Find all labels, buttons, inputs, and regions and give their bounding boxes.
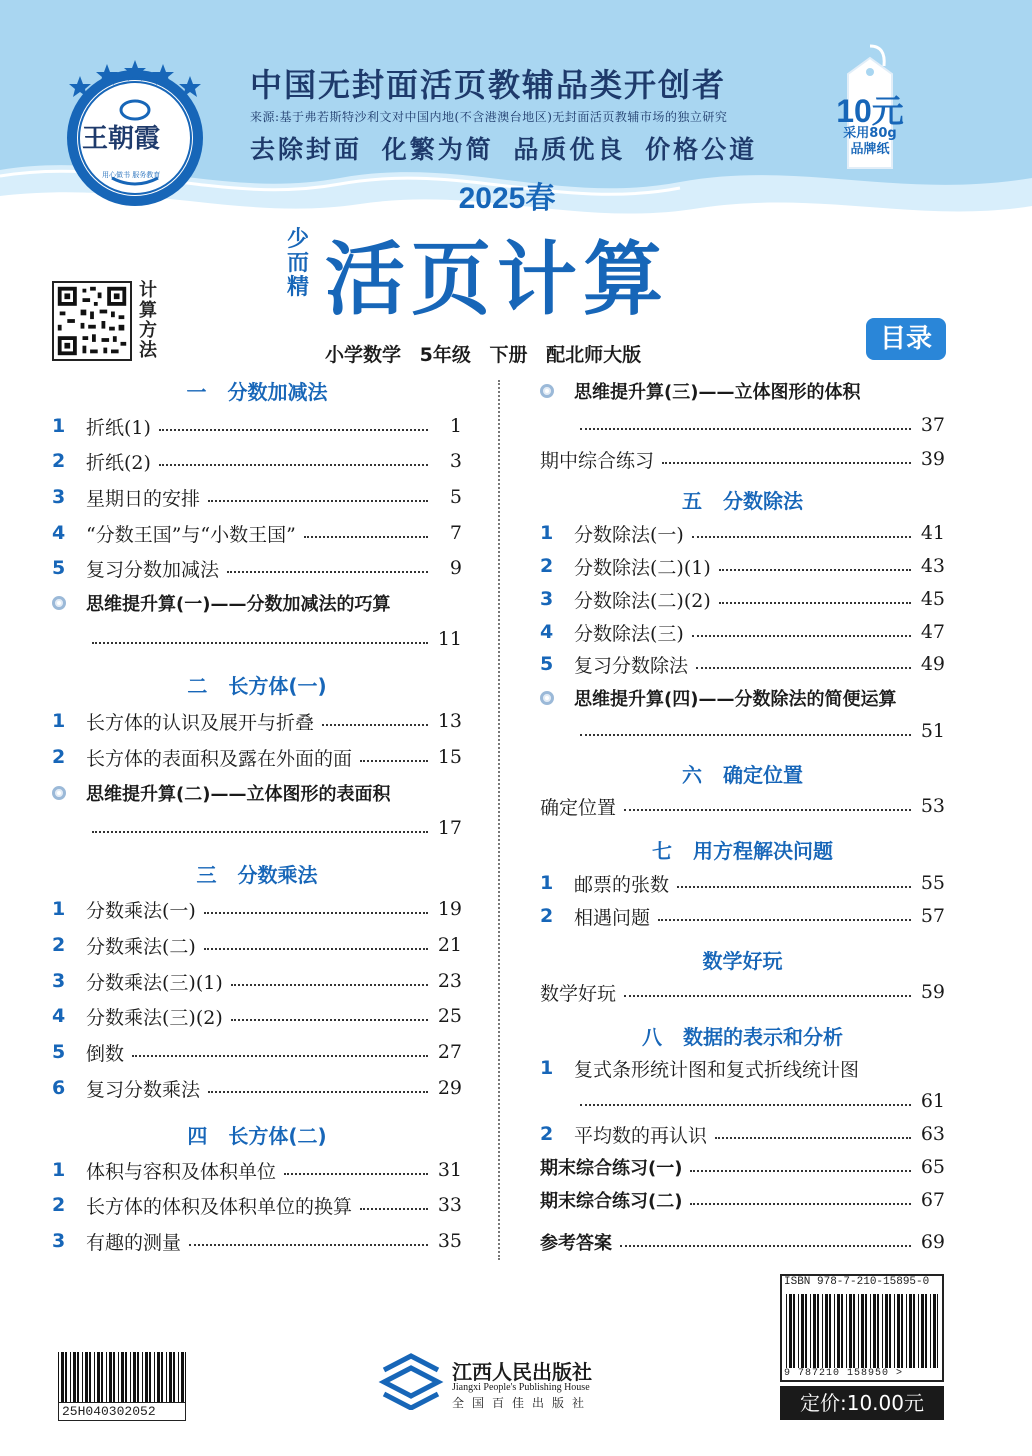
dot-leader (696, 667, 911, 669)
toc-entry-number: 1 (52, 415, 66, 437)
toc-entry-number: 3 (52, 486, 66, 508)
book-info: 小学数学 5年级 下册 配北师大版 (325, 344, 642, 366)
toc-page-number: 25 (437, 1005, 462, 1027)
toc-page-number: 19 (437, 898, 462, 920)
toc-entry-title: 复习分数乘法 (86, 1078, 201, 1101)
toc-entry-number: 4 (52, 1005, 66, 1027)
toc-entry[interactable] (540, 1152, 945, 1182)
toc-entry-title: 期末综合练习(一) (540, 1158, 683, 1179)
toc-page-number: 7 (449, 522, 462, 544)
toc-entry[interactable] (52, 1001, 462, 1031)
toc-page-number: 5 (449, 486, 462, 508)
toc-entry-title: “分数王国”与“小数王国” (86, 523, 296, 546)
toc-entry-title: 思维提升算(四)——分数除法的简便运算 (574, 689, 897, 710)
toc-page-number: 55 (920, 872, 945, 894)
toc-entry[interactable] (52, 553, 462, 583)
toc-entry-title: 确定位置 (540, 796, 617, 819)
dot-leader (580, 1104, 911, 1106)
toc-entry-title: 有趣的测量 (86, 1231, 182, 1254)
isbn-barcode (786, 1294, 938, 1368)
toc-entry-number: 2 (52, 450, 66, 472)
toc-page-number: 67 (920, 1189, 945, 1211)
toc-entry-title: 分数乘法(二) (86, 935, 196, 958)
toc-entry-title: 期中综合练习 (540, 449, 655, 472)
toc-entry[interactable] (52, 742, 462, 772)
toc-entry-title: 长方体的表面积及露在外面的面 (86, 747, 353, 770)
toc-page-number: 13 (437, 710, 462, 732)
toc-section-heading: 数学好玩 (702, 948, 783, 973)
header-slogan: 中国无封面活页教辅品类开创者 (250, 66, 727, 104)
dot-leader (719, 602, 911, 604)
toc-entry[interactable] (540, 376, 945, 406)
toc-page-number: 61 (920, 1090, 945, 1112)
toc-entry[interactable] (540, 551, 945, 581)
toc-page-number: 33 (437, 1194, 462, 1216)
season-label: 2025春 (458, 182, 556, 215)
price-tag-amount: 10元 (836, 93, 904, 129)
toc-entry[interactable] (540, 868, 945, 898)
toc-entry-number: 3 (52, 1230, 66, 1252)
toc-page-number: 23 (437, 970, 462, 992)
toc-entry[interactable] (52, 966, 462, 996)
toc-entry[interactable] (52, 1190, 462, 1220)
qr-label-char: 计 (139, 280, 157, 301)
dot-leader (204, 912, 428, 914)
dot-leader (92, 642, 428, 644)
dot-leader (159, 429, 428, 431)
toc-entry[interactable] (52, 706, 462, 736)
toc-page-number: 39 (920, 448, 945, 470)
toc-entry-title: 长方体的认识及展开与折叠 (86, 711, 315, 734)
dot-leader (208, 500, 428, 502)
toc-entry-title: 星期日的安排 (86, 487, 201, 510)
price-tag-paper (828, 126, 912, 158)
dot-leader (132, 1055, 428, 1057)
toc-entry[interactable] (52, 446, 462, 476)
toc-entry-title: 分数除法(二)(2) (574, 589, 711, 612)
toc-entry[interactable] (52, 813, 462, 843)
toc-entry[interactable] (540, 683, 945, 713)
dot-leader (580, 734, 911, 736)
toc-section-heading: 一 分数加减法 (186, 379, 328, 404)
dot-leader (208, 1091, 428, 1093)
toc-entry[interactable] (540, 1053, 945, 1083)
qr-code[interactable] (52, 281, 132, 361)
toc-entry-number: 2 (540, 905, 554, 927)
toc-entry[interactable] (52, 1226, 462, 1256)
toc-section-heading: 四 长方体(二) (187, 1123, 327, 1148)
header-motto: 去除封面 化繁为简 品质优良 价格公道 (250, 135, 758, 164)
dot-leader (189, 1244, 428, 1246)
toc-entry-number: 2 (52, 746, 66, 768)
dot-leader (715, 1137, 911, 1139)
dot-leader (322, 724, 428, 726)
toc-entry-number: 1 (52, 710, 66, 732)
toc-entry[interactable] (52, 894, 462, 924)
toc-entry-number: 5 (52, 557, 66, 579)
dot-leader (624, 995, 911, 997)
dot-leader (231, 984, 428, 986)
toc-entry[interactable] (540, 1086, 945, 1116)
toc-page-number: 59 (920, 981, 945, 1003)
toc-entry-title: 思维提升算(一)——分数加减法的巧算 (86, 594, 391, 615)
toc-entry-number: 4 (52, 522, 66, 544)
publisher-english-name: Jiangxi People's Publishing House (452, 1382, 590, 1393)
price-tag-paper-line1: 采用80g (843, 126, 897, 141)
toc-section-heading: 三 分数乘法 (196, 862, 318, 887)
toc-page-number: 11 (437, 628, 462, 650)
toc-page-number: 35 (437, 1230, 462, 1252)
toc-entry-title: 折纸(1) (86, 416, 151, 439)
toc-entry[interactable] (540, 1185, 945, 1215)
toc-section-heading: 八 数据的表示和分析 (642, 1024, 843, 1049)
toc-page-number: 17 (437, 817, 462, 839)
dot-leader (204, 948, 428, 950)
toc-entry[interactable] (540, 649, 945, 679)
dot-leader (662, 462, 911, 464)
toc-page-number: 9 (449, 557, 462, 579)
toc-entry-title: 数学好玩 (540, 982, 617, 1005)
toc-entry-number: 2 (540, 555, 554, 577)
price-label: 定价:10.00元 (780, 1386, 944, 1420)
toc-entry-number: 5 (540, 653, 554, 675)
dot-leader (620, 1245, 911, 1247)
dot-leader (677, 886, 911, 888)
toc-entry-number: 1 (540, 522, 554, 544)
dot-leader (360, 760, 428, 762)
toc-entry-number: 3 (540, 588, 554, 610)
title-prefix-char: 精 (286, 275, 309, 300)
title-prefix (280, 228, 316, 300)
qr-label-char: 法 (139, 340, 157, 361)
toc-entry[interactable] (540, 617, 945, 647)
toc-page-number: 43 (920, 555, 945, 577)
toc-entry[interactable] (540, 410, 945, 440)
brand-name: 王朝霞 (82, 124, 161, 154)
header-banner (0, 0, 1032, 240)
toc-entry[interactable] (540, 1119, 945, 1149)
toc-page-number: 69 (920, 1231, 945, 1253)
toc-entry[interactable] (52, 518, 462, 548)
dot-leader (719, 569, 911, 571)
qr-label-char: 算 (139, 300, 157, 321)
dot-leader (692, 536, 911, 538)
toc-page-number: 63 (920, 1123, 945, 1145)
toc-entry-title: 思维提升算(三)——立体图形的体积 (574, 382, 861, 403)
toc-entry-number: 1 (540, 1057, 554, 1079)
circle-bullet-icon (540, 691, 574, 705)
toc-entry-title: 分数乘法(三)(2) (86, 1006, 223, 1029)
toc-entry-number: 2 (52, 1194, 66, 1216)
toc-page-number: 57 (920, 905, 945, 927)
dot-leader (360, 1208, 428, 1210)
toc-entry-title: 体积与容积及体积单位 (86, 1160, 277, 1183)
toc-entry-title: 长方体的体积及体积单位的换算 (86, 1195, 353, 1218)
toc-entry-title: 分数乘法(三)(1) (86, 971, 223, 994)
qr-label (136, 281, 160, 361)
toc-entry[interactable] (540, 444, 945, 474)
toc-page-number: 47 (920, 621, 945, 643)
toc-entry[interactable] (540, 791, 945, 821)
toc-entry-number: 2 (52, 934, 66, 956)
toc-entry[interactable] (52, 930, 462, 960)
toc-entry-number: 6 (52, 1077, 66, 1099)
dot-leader (690, 1170, 911, 1172)
toc-entry[interactable] (540, 1227, 945, 1257)
toc-page-number: 41 (920, 522, 945, 544)
toc-entry[interactable] (540, 584, 945, 614)
title-prefix-char: 而 (286, 251, 309, 276)
toc-page-number: 31 (437, 1159, 462, 1181)
toc-badge: 目录 (866, 318, 946, 360)
toc-entry-number: 3 (52, 970, 66, 992)
toc-page-number: 51 (920, 720, 945, 742)
toc-entry-title: 分数除法(二)(1) (574, 556, 711, 579)
dot-leader (227, 571, 428, 573)
toc-entry[interactable] (540, 901, 945, 931)
dot-leader (692, 635, 911, 637)
dot-leader (304, 536, 428, 538)
toc-entry-title: 分数乘法(一) (86, 899, 196, 922)
dot-leader (231, 1019, 428, 1021)
toc-entry-title: 参考答案 (540, 1233, 612, 1254)
toc-page-number: 1 (449, 415, 462, 437)
toc-entry[interactable] (540, 977, 945, 1007)
isbn-number: ISBN 978-7-210-15895-0 (784, 1276, 930, 1288)
toc-page-number: 37 (920, 414, 945, 436)
toc-entry-number: 1 (52, 1159, 66, 1181)
toc-entry-title: 邮票的张数 (574, 873, 670, 896)
toc-page-number: 27 (437, 1041, 462, 1063)
toc-entry-title: 折纸(2) (86, 451, 151, 474)
toc-entry[interactable] (52, 482, 462, 512)
toc-page-number: 53 (920, 795, 945, 817)
internal-barcode-code: 25H040302052 (58, 1402, 186, 1421)
toc-entry[interactable] (52, 411, 462, 441)
isbn-digits: 9 787210 158950 > (784, 1368, 904, 1379)
toc-entry-number: 2 (540, 1123, 554, 1145)
column-divider (498, 380, 500, 1260)
toc-page-number: 45 (920, 588, 945, 610)
toc-entry-title: 分数除法(三) (574, 622, 684, 645)
toc-entry[interactable] (52, 624, 462, 654)
price-tag (828, 44, 912, 174)
qr-label-char: 方 (139, 320, 157, 341)
header-source-note: 来源:基于弗若斯特沙利文对中国内地(不含港澳台地区)无封面活页教辅市场的独立研究 (250, 110, 728, 124)
toc-entry-title: 思维提升算(二)——立体图形的表面积 (86, 784, 391, 805)
toc-entry[interactable] (52, 1073, 462, 1103)
toc-entry-title: 复习分数除法 (574, 654, 689, 677)
toc-entry[interactable] (52, 778, 462, 808)
dot-leader (624, 809, 911, 811)
circle-bullet-icon (52, 786, 86, 800)
toc-entry[interactable] (52, 588, 462, 618)
toc-entry-title: 倒数 (86, 1042, 125, 1065)
toc-page-number: 65 (920, 1156, 945, 1178)
toc-entry-title: 复习分数加减法 (86, 558, 220, 581)
book-title: 活页计算 (325, 233, 669, 326)
toc-section-heading: 七 用方程解决问题 (652, 838, 833, 863)
dot-leader (284, 1173, 428, 1175)
toc-entry-number: 4 (540, 621, 554, 643)
toc-entry-number: 5 (52, 1041, 66, 1063)
dot-leader (658, 919, 911, 921)
toc-page-number: 3 (449, 450, 462, 472)
price-tag-paper-line2: 品牌纸 (850, 142, 890, 157)
toc-page-number: 49 (920, 653, 945, 675)
toc-page-number: 15 (437, 746, 462, 768)
publisher-logo-icon (376, 1350, 446, 1410)
circle-bullet-icon (540, 384, 574, 398)
toc-section-heading: 二 长方体(一) (187, 673, 327, 698)
publisher-subtitle: 全国百佳出版社 (452, 1396, 593, 1410)
toc-entry[interactable] (52, 1155, 462, 1185)
toc-section-heading: 五 分数除法 (682, 488, 803, 513)
toc-page-number: 21 (437, 934, 462, 956)
dot-leader (690, 1203, 911, 1205)
dot-leader (159, 464, 428, 466)
toc-page-number: 29 (437, 1077, 462, 1099)
toc-entry-number: 1 (540, 872, 554, 894)
circle-bullet-icon (52, 596, 86, 610)
toc-entry[interactable] (540, 716, 945, 746)
toc-section-heading: 六 确定位置 (682, 762, 803, 787)
toc-entry-title: 分数除法(一) (574, 523, 684, 546)
internal-barcode (58, 1352, 186, 1402)
toc-entry-title: 复式条形统计图和复式折线统计图 (574, 1058, 860, 1081)
toc-entry-title: 平均数的再认识 (574, 1124, 708, 1147)
dot-leader (580, 428, 911, 430)
toc-entry[interactable] (540, 518, 945, 548)
title-prefix-char: 少 (286, 227, 309, 252)
toc-entry-title: 期末综合练习(二) (540, 1191, 683, 1212)
brand-tags: 用心做书 服务教育 (102, 171, 161, 179)
publisher-name: 江西人民出版社 (452, 1360, 592, 1384)
dot-leader (92, 831, 428, 833)
toc-entry-title: 相遇问题 (574, 906, 651, 929)
toc-entry-number: 1 (52, 898, 66, 920)
toc-entry[interactable] (52, 1037, 462, 1067)
